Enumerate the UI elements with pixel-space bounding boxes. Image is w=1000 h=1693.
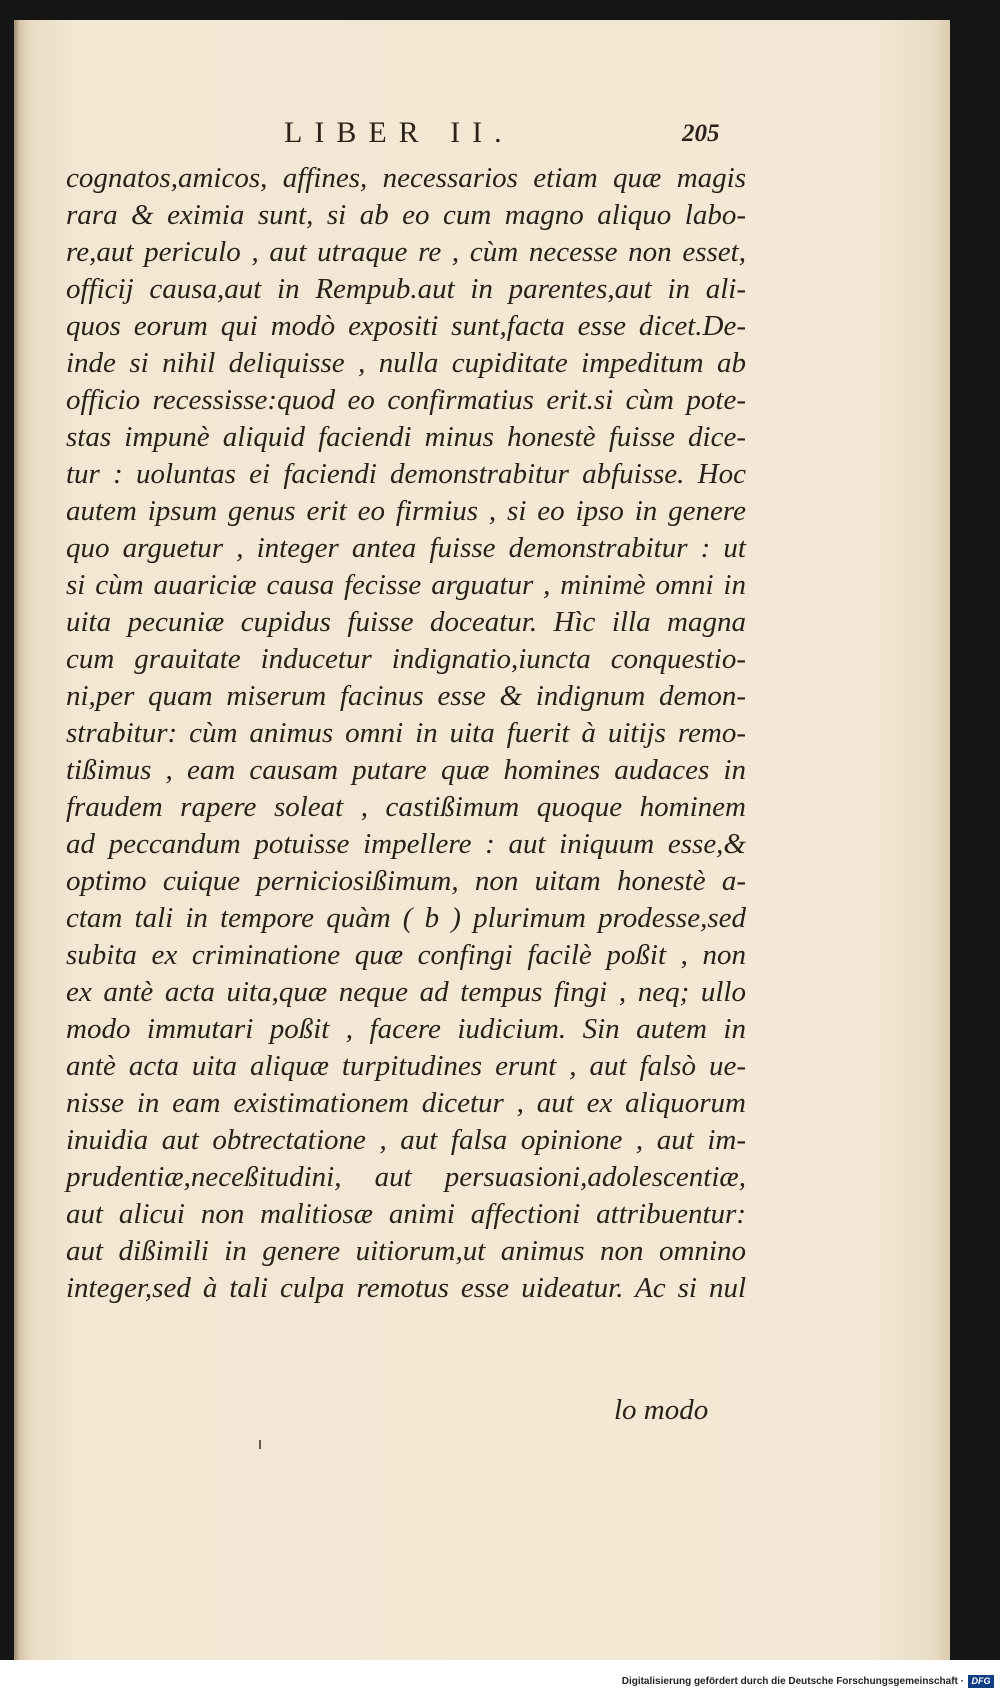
text-line: si cùm auariciæ causa fecisse arguatur , minimè omni in	[66, 569, 746, 601]
text-line: tur : uoluntas ei faciendi demonstrabitur abfuisse. Hoc	[66, 458, 746, 490]
ink-speck	[259, 1440, 261, 1449]
book-page	[14, 20, 950, 1660]
text-line: officio recessisse:quod eo confirmatius erit.si cùm pote-	[66, 384, 746, 416]
text-line: autem ipsum genus erit eo firmius , si eo ipso in genere	[66, 495, 746, 527]
text-line: re,aut periculo , aut utraque re , cùm necesse non esset,	[66, 236, 746, 268]
text-line: aut dißimili in genere uitiorum,ut animus non omnino	[66, 1235, 746, 1267]
text-line: uita pecuniæ cupidus fuisse doceatur. Hìc illa magna	[66, 606, 746, 638]
text-line: aut alicui non malitiosæ animi affectioni attribuentur:	[66, 1198, 746, 1230]
body-text	[66, 160, 746, 1307]
catchword: lo modo	[614, 1394, 709, 1426]
text-line: tißimus , eam causam putare quæ homines audaces in	[66, 754, 746, 786]
text-line: quos eorum qui modò expositi sunt,facta esse dicet.De-	[66, 310, 746, 342]
text-line: subita ex criminatione quæ confingi facilè poßit , non	[66, 939, 746, 971]
running-head	[14, 116, 950, 156]
text-line: ex antè acta uita,quæ neque ad tempus fingi , neq; ullo	[66, 976, 746, 1008]
digitization-footer	[0, 1660, 1000, 1693]
running-title: LIBER II.	[284, 116, 514, 149]
text-line: ctam tali in tempore quàm ( b ) plurimum prodesse,sed	[66, 902, 746, 934]
text-line: inde si nihil deliquisse , nulla cupiditate impeditum ab	[66, 347, 746, 379]
text-line: cognatos,amicos, affines, necessarios etiam quæ magis	[66, 162, 746, 194]
text-line: modo immutari poßit , facere iudicium. Sin autem in	[66, 1013, 746, 1045]
text-line: ni,per quam miserum facinus esse & indignum demon-	[66, 680, 746, 712]
page-gutter-edge	[14, 20, 20, 1660]
funding-credit: Digitalisierung gefördert durch die Deutsche Forschungsgemeinschaft ·	[621, 1676, 964, 1687]
dfg-logo-icon: DFG	[968, 1675, 994, 1688]
text-line: integer,sed à tali culpa remotus esse uideatur. Ac si nul	[66, 1272, 746, 1304]
text-line: antè acta uita aliquæ turpitudines erunt , aut falsò ue-	[66, 1050, 746, 1082]
text-line: stas impunè aliquid faciendi minus honestè fuisse dice-	[66, 421, 746, 453]
text-line: fraudem rapere soleat , castißimum quoque hominem	[66, 791, 746, 823]
text-line: ad peccandum potuisse impellere : aut iniquum esse,&	[66, 828, 746, 860]
text-line: nisse in eam existimationem dicetur , aut ex aliquorum	[66, 1087, 746, 1119]
text-line: cum grauitate inducetur indignatio,iuncta conquestio-	[66, 643, 746, 675]
text-line: quo arguetur , integer antea fuisse demonstrabitur : ut	[66, 532, 746, 564]
text-line: strabitur: cùm animus omni in uita fuerit à uitijs remo-	[66, 717, 746, 749]
text-line: prudentiæ,neceßitudini, aut persuasioni,adolescentiæ,	[66, 1161, 746, 1193]
text-line: optimo cuique perniciosißimum, non uitam honestè a-	[66, 865, 746, 897]
text-line: rara & eximia sunt, si ab eo cum magno aliquo labo-	[66, 199, 746, 231]
text-line: inuidia aut obtrectatione , aut falsa opinione , aut im-	[66, 1124, 746, 1156]
text-line: officij causa,aut in Rempub.aut in parentes,aut in ali-	[66, 273, 746, 305]
page-number: 205	[682, 120, 720, 147]
